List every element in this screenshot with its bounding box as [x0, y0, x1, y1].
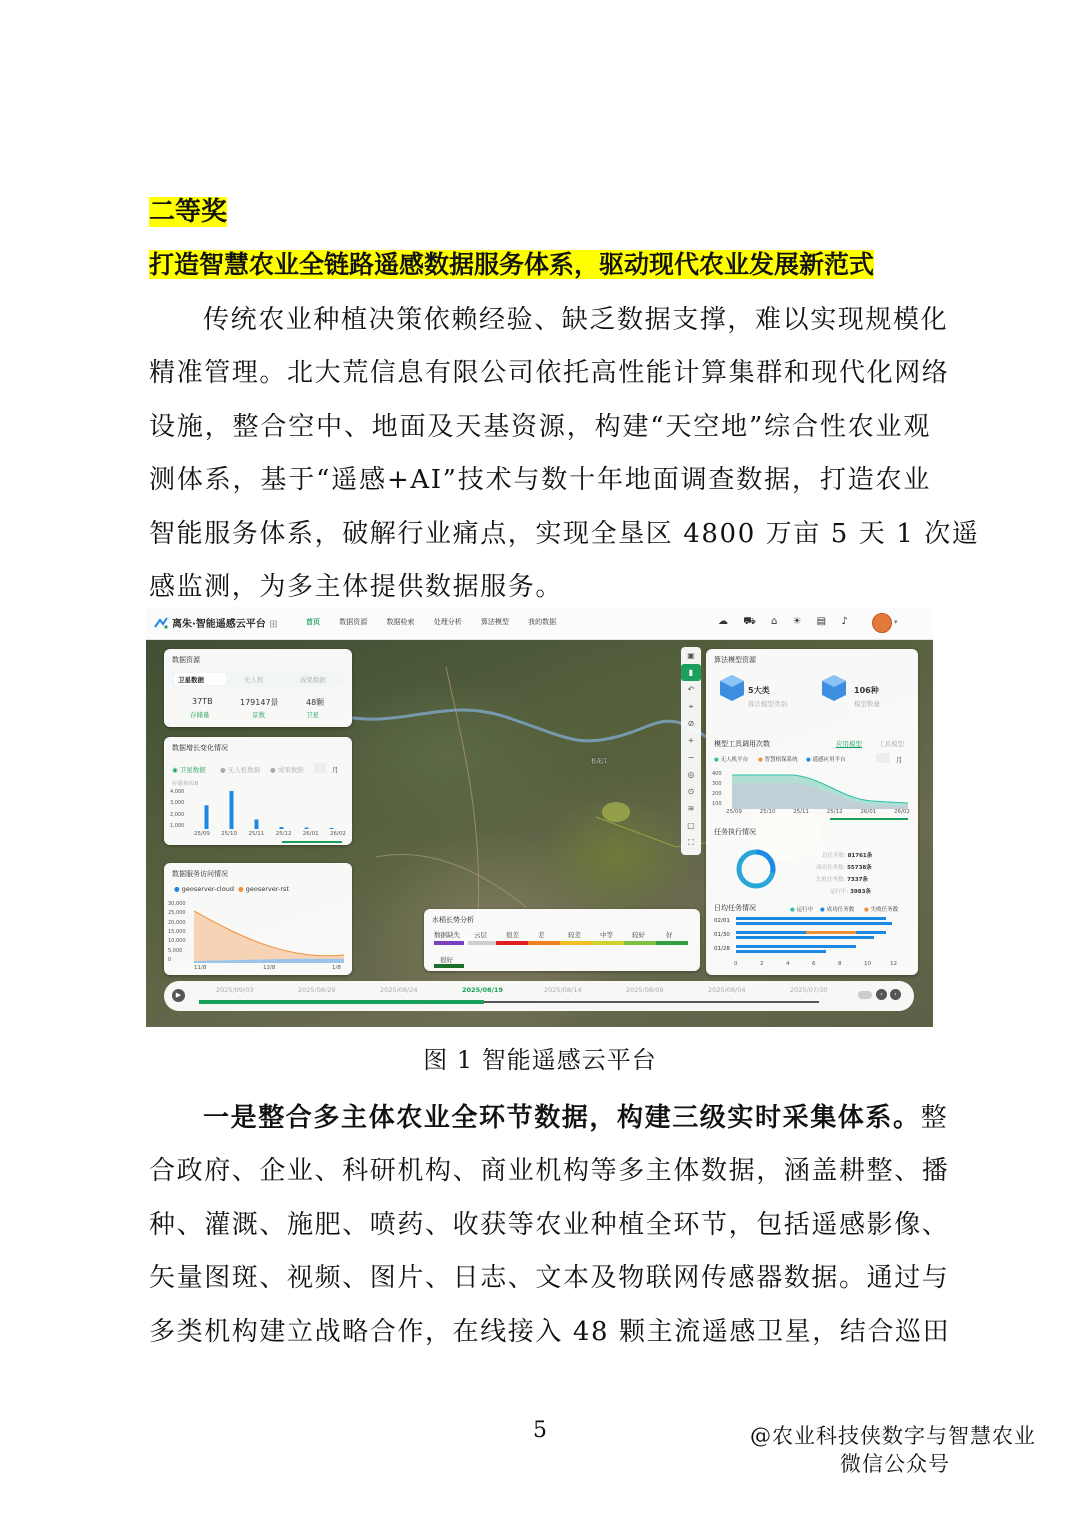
- level-swatch: [560, 941, 592, 945]
- user-menu-chevron-icon[interactable]: ▾: [894, 618, 898, 626]
- level-label: 较差: [568, 931, 581, 939]
- y-ticks: [168, 901, 192, 963]
- time-slider[interactable]: [164, 981, 914, 1011]
- tick-label: 10: [864, 961, 871, 967]
- daily-task-bar-chart: [736, 915, 906, 957]
- task-donut-chart: [734, 847, 778, 891]
- timeline-date[interactable]: 2025/07/30: [790, 986, 828, 994]
- text-line: 一是整合多主体农业全环节数据，构建三级实时采集体系。整: [203, 1103, 949, 1133]
- card-title: 水稻长势分析: [432, 916, 474, 924]
- tick-label: 10,000: [168, 938, 186, 945]
- right-panel: [706, 649, 918, 975]
- tick-label: 2,000: [170, 811, 185, 818]
- tick-label: 4,000: [170, 789, 185, 795]
- tick-label: 25/10: [221, 831, 238, 837]
- legend-results: ● 成果数据: [270, 766, 304, 774]
- play-icon[interactable]: ▶: [172, 989, 185, 1002]
- data-resources-card: [164, 649, 352, 727]
- tick-label: 5,000: [168, 947, 183, 954]
- undo-icon[interactable]: ↶: [687, 685, 695, 694]
- text-line: 矢量图斑、视频、图片、日志、文本及物联网传感器数据。通过与: [149, 1263, 950, 1294]
- article-headline: 打造智慧农业全链路遥感数据服务体系，驱动现代农业发展新范式: [149, 250, 875, 279]
- level-label: 很差: [506, 931, 519, 939]
- scroll-indicator[interactable]: [282, 841, 342, 843]
- figure-caption: 图 1 智能遥感云平台: [423, 1046, 657, 1074]
- app-top-bar: [146, 607, 933, 640]
- data-growth-card: [164, 737, 352, 845]
- tick-label: 100: [712, 801, 722, 807]
- x-ticks: [194, 965, 346, 973]
- stat-value: 48颗: [306, 698, 325, 707]
- zoom-in-icon[interactable]: +: [687, 736, 695, 745]
- home-icon[interactable]: ⌂: [770, 616, 778, 627]
- stat-label: 存储量: [190, 711, 210, 719]
- card-title: 数据资源: [172, 656, 200, 664]
- cube-icon: [718, 673, 746, 703]
- rice-growth-card: [424, 909, 700, 971]
- level-label: 数据缺失: [434, 931, 460, 939]
- model-label: 模型数量: [854, 700, 880, 708]
- stat-value: 37TB: [192, 697, 213, 706]
- level-swatch: [592, 941, 624, 945]
- tick-label: 25,000: [168, 910, 186, 917]
- legend-cloud: ● geoserver-cloud: [174, 885, 234, 893]
- top-icons: [718, 616, 860, 629]
- nav-my-data[interactable]: 我的数据: [528, 618, 557, 626]
- tick-label: 25/10: [759, 809, 776, 815]
- body-paragraph: [149, 1092, 951, 1359]
- period-unit[interactable]: 月: [896, 756, 903, 764]
- period-toggle[interactable]: [314, 763, 326, 773]
- growth-bar: [330, 828, 334, 829]
- nav-data-search[interactable]: 数据检索: [386, 618, 415, 626]
- tick-label: 26/02: [330, 831, 346, 837]
- zoom-out-icon[interactable]: −: [687, 753, 695, 762]
- tick-label: 25/11: [793, 809, 810, 815]
- legend-rst: ● geoserver-rst: [238, 885, 289, 893]
- nav-data-resources[interactable]: 数据资源: [339, 618, 368, 626]
- task-row: 总任务数: 81761条: [822, 853, 873, 859]
- level-swatch: [434, 964, 464, 968]
- timeline-date[interactable]: 2025/08/19: [462, 986, 503, 994]
- stack-icon[interactable]: ≋: [687, 804, 695, 813]
- text-line: 传统农业种植决策依赖经验、缺乏数据支撑，难以实现规模化: [203, 305, 949, 335]
- watermark-platform: 微信公众号: [840, 1452, 950, 1476]
- app-title: 离朱·智能遥感云平台: [172, 619, 266, 630]
- clipboard-icon[interactable]: ▤: [816, 616, 827, 627]
- award-title: 二等奖: [149, 197, 228, 227]
- timeline-date[interactable]: 2025/09/03: [216, 986, 254, 994]
- tab-app-models[interactable]: 应用模型: [836, 740, 862, 748]
- stat-label: 卫星: [306, 711, 319, 719]
- locate-icon[interactable]: ⌖: [688, 702, 694, 711]
- target-icon[interactable]: ◎: [687, 770, 695, 779]
- timeline-date[interactable]: 2025/08/24: [380, 986, 418, 994]
- tick-label: 26/01: [860, 809, 877, 815]
- tab-tool-models[interactable]: 工具模型: [878, 740, 904, 748]
- measure-icon[interactable]: ⊙: [687, 787, 695, 796]
- tick-label: 12: [890, 961, 897, 967]
- row-label: 01/28: [714, 946, 730, 952]
- tick-label: 30,000: [168, 901, 186, 907]
- chart-icon[interactable]: ▮: [681, 664, 701, 681]
- map-label: 松花江: [591, 759, 608, 765]
- growth-bar-chart: [194, 789, 344, 829]
- model-count: 106种: [854, 686, 879, 695]
- level-swatch: [468, 941, 496, 945]
- timeline-progress: [199, 1000, 484, 1004]
- x-ticks: [194, 831, 344, 839]
- legend-drone: ● 无人机数据: [220, 766, 261, 774]
- y-ticks: [712, 771, 730, 807]
- level-swatch: [656, 941, 688, 945]
- legend-drone-platform: ● 无人机平台: [714, 757, 749, 763]
- card-title: 数据增长变化情况: [172, 744, 228, 752]
- section-title: 模型工具调用次数: [714, 740, 770, 748]
- cloud-icon[interactable]: ☁: [718, 616, 728, 627]
- text-line: 多类机构建立战略合作，在线接入 48 颗主流遥感卫星，结合巡田: [149, 1316, 951, 1347]
- level-label: 中等: [600, 931, 613, 939]
- nav-processing[interactable]: 处理分析: [433, 618, 462, 626]
- map-toolbar: [681, 647, 701, 855]
- service-access-card: [164, 863, 352, 975]
- level-swatch: [624, 941, 656, 945]
- y-axis-label: 存储量/GB: [172, 781, 199, 787]
- x-ticks: [734, 961, 904, 969]
- grid-menu-icon[interactable]: ⊞: [269, 619, 278, 630]
- cube-icon: [820, 673, 848, 703]
- tab-satellite[interactable]: 卫星数据: [178, 676, 204, 684]
- tick-label: 12/8: [263, 965, 276, 971]
- avatar[interactable]: [872, 613, 892, 633]
- screenshot-icon[interactable]: ▢: [687, 821, 695, 830]
- stat-label: 景数: [252, 711, 265, 719]
- tick-label: 11/8: [194, 965, 207, 971]
- nav-home[interactable]: 首页: [306, 618, 320, 626]
- timeline-date[interactable]: 2025/08/04: [708, 986, 746, 994]
- tick-label: 15,000: [168, 929, 186, 935]
- period-toggle[interactable]: [876, 753, 890, 763]
- platform-screenshot: [146, 607, 933, 1027]
- text-line: 智能服务体系，破解行业痛点，实现全垦区 4800 万亩 5 天 1 次遥: [149, 518, 980, 549]
- row-label: 01/30: [714, 932, 730, 938]
- cart-icon[interactable]: ⛟: [743, 616, 756, 627]
- tick-label: 1/8: [332, 965, 341, 971]
- task-row: 失败任务数: 7337条: [816, 877, 868, 883]
- intro-paragraph: [149, 294, 980, 614]
- tick-label: 26/01: [302, 831, 319, 837]
- prev-icon[interactable]: ‹: [876, 989, 887, 1000]
- tick-label: 0: [168, 957, 172, 963]
- level-label: 好: [666, 931, 673, 939]
- nav-algorithms[interactable]: 算法模型: [480, 618, 509, 626]
- tick-label: 4: [786, 961, 790, 967]
- text-line: 测体系，基于“遥感+AI”技术与数十年地面调查数据，打造农业: [149, 465, 931, 496]
- tick-label: 25/12: [826, 809, 843, 815]
- legend-remote-platform: ● 遥感应用平台: [806, 757, 846, 763]
- growth-bar: [255, 820, 259, 830]
- level-label: 较好: [632, 931, 645, 939]
- card-title: 算法模型资源: [714, 656, 756, 664]
- period-unit[interactable]: 月: [332, 766, 339, 774]
- timeline-date[interactable]: 2025/08/14: [544, 986, 582, 994]
- app-brand: [154, 615, 278, 630]
- legend-satellite: ◉ 卫星数据: [172, 766, 206, 774]
- watermark-account: @农业科技侠数字与智慧农业: [750, 1424, 1036, 1448]
- tick-label: 400: [712, 771, 722, 777]
- tick-label: 20,000: [168, 919, 186, 926]
- y-ticks: [170, 789, 192, 829]
- x-ticks: [726, 809, 908, 817]
- text-line: 设施，整合空中、地面及天基资源，构建“天空地”综合性农业观: [149, 411, 931, 442]
- level-label: 很好: [440, 956, 453, 964]
- section-title: 日均任务情况: [714, 904, 756, 912]
- legend-plant-protection: ● 智慧植保系统: [758, 757, 798, 763]
- layer-icon[interactable]: ▣: [687, 651, 695, 660]
- growth-bar: [280, 827, 284, 829]
- level-swatch: [528, 941, 560, 945]
- level-label: 差: [538, 931, 545, 939]
- page-number: 5: [533, 1418, 547, 1443]
- fullscreen-icon[interactable]: ⛶: [688, 838, 694, 847]
- task-row: 成功任务数: 55738条: [816, 865, 872, 871]
- category-label: 算法模型类别: [748, 700, 787, 708]
- legend-running: ● 运行中: [790, 907, 814, 913]
- tick-label: 3,000: [170, 800, 185, 807]
- text-line: 感监测，为多主体提供数据服务。: [149, 572, 564, 603]
- text-line: 种、灌溉、施肥、喷药、收获等农业种植全环节，包括遥感影像、: [149, 1209, 950, 1240]
- row-label: 02/01: [714, 918, 730, 924]
- tab-results[interactable]: 成果数据: [300, 676, 326, 684]
- tick-label: 200: [712, 791, 722, 797]
- tool-usage-area-chart: [732, 773, 908, 809]
- tick-label: 0: [734, 961, 738, 967]
- card-title: 数据服务访问情况: [172, 870, 228, 878]
- tick-label: 25/09: [726, 809, 742, 815]
- tick-label: 2: [760, 961, 764, 967]
- growth-bar: [305, 828, 309, 829]
- tab-drone[interactable]: 无人机: [244, 676, 264, 684]
- tick-label: 8: [838, 961, 842, 967]
- main-nav: [306, 617, 573, 627]
- satellite-logo-icon: [154, 617, 168, 629]
- timeline-date[interactable]: 2025/08/29: [298, 986, 336, 994]
- tick-label: 25/12: [275, 831, 292, 837]
- sun-icon[interactable]: ☀: [792, 616, 802, 627]
- category-count: 5大类: [748, 686, 770, 695]
- next-icon[interactable]: ›: [890, 989, 901, 1000]
- scroll-indicator[interactable]: [830, 818, 908, 820]
- text-line: 精准管理。北大荒信息有限公司依托高性能计算集群和现代化网络: [149, 358, 950, 389]
- text-line: 合政府、企业、科研机构、商业机构等多主体数据，涵盖耕整、播: [149, 1156, 950, 1187]
- bell-icon[interactable]: ♪: [841, 616, 848, 627]
- service-area-chart: [194, 903, 346, 963]
- compass-icon[interactable]: ⊘: [687, 719, 695, 728]
- legend-failed: ● 失败任务数: [864, 907, 899, 913]
- stat-value: 179147景: [240, 698, 279, 707]
- tick-label: 6: [812, 961, 816, 967]
- tick-label: 25/09: [194, 831, 210, 837]
- toggle-switch[interactable]: [858, 991, 872, 999]
- tick-label: 300: [712, 781, 722, 787]
- legend-success: ● 成功任务数: [820, 907, 855, 913]
- tick-label: 1,000: [170, 823, 185, 829]
- timeline-date[interactable]: 2025/08/09: [626, 986, 664, 994]
- tick-label: 25/11: [248, 831, 265, 837]
- level-label: 云层: [474, 931, 487, 939]
- tick-label: 26/02: [894, 809, 910, 815]
- growth-bar: [230, 791, 234, 829]
- level-swatch: [434, 941, 464, 945]
- task-row: 运行中: 3983条: [830, 889, 871, 895]
- level-swatch: [496, 941, 528, 945]
- growth-bar: [205, 805, 209, 829]
- section-title: 任务执行情况: [714, 828, 756, 836]
